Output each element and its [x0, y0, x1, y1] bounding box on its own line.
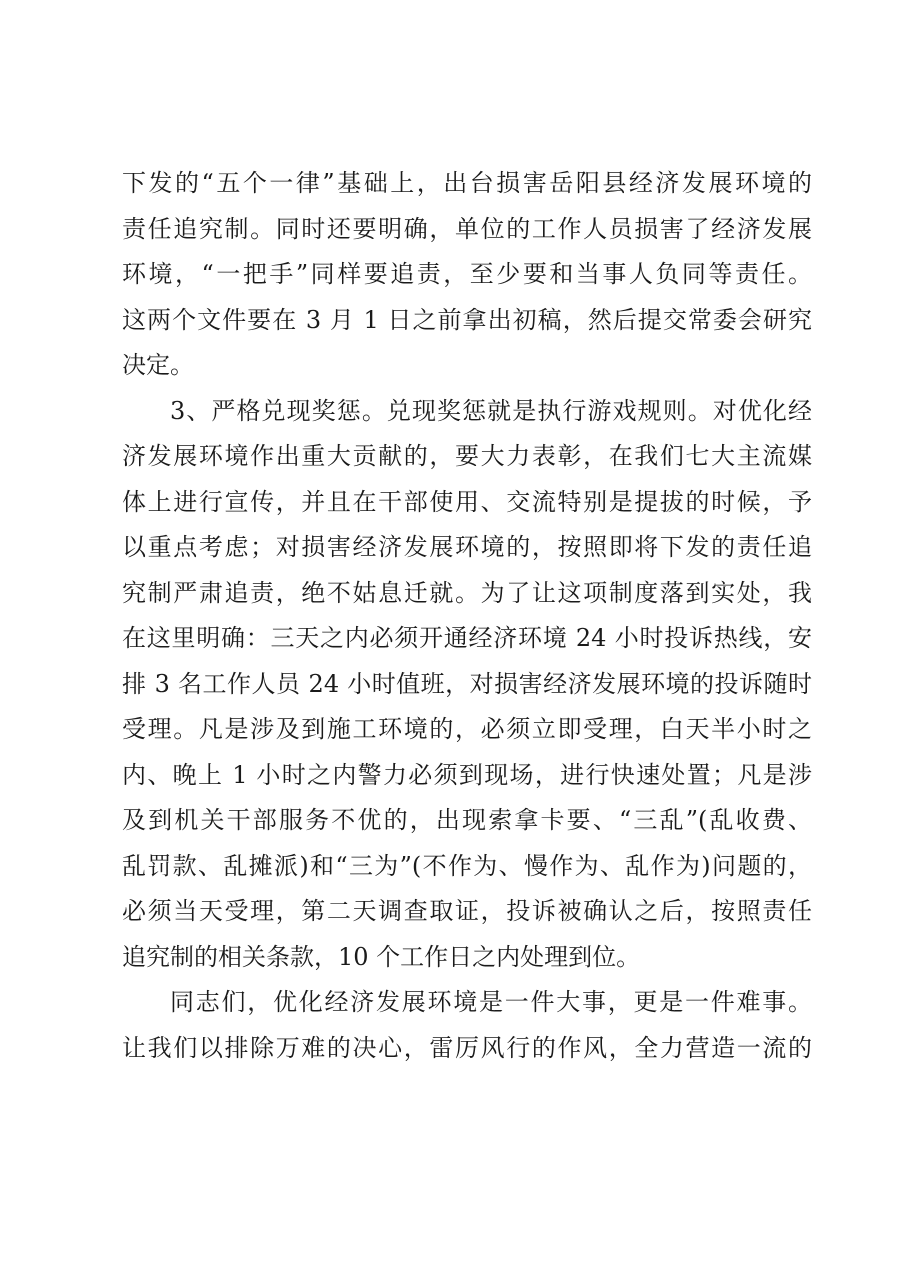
- text-line: 排 3 名工作人员 24 小时值班，对损害经济发展环境的投诉随时: [122, 669, 812, 698]
- text-line: 受理。凡是涉及到施工环境的，必须立即受理，白天半小时之: [122, 715, 812, 743]
- text-line: 这两个文件要在 3 月 1 日之前拿出初稿，然后提交常委会研究: [122, 305, 812, 334]
- document-body: [122, 161, 812, 1071]
- text-line: 责任追究制。同时还要明确，单位的工作人员损害了经济发展: [122, 214, 812, 243]
- text-line: 环境，“一把手”同样要追责，至少要和当事人负同等责任。: [122, 260, 812, 288]
- paragraph-1: [122, 161, 812, 389]
- text-line: 内、晚上 1 小时之内警力必须到现场，进行快速处置；凡是涉: [122, 760, 812, 789]
- text-line: 3、严格兑现奖惩。兑现奖惩就是执行游戏规则。对优化经: [170, 396, 812, 425]
- text-line: 必须当天受理，第二天调查取证，投诉被确认之后，按照责任: [122, 897, 812, 925]
- text-line: 究制严肃追责，绝不姑息迁就。为了让这项制度落到实处，我: [122, 578, 812, 607]
- text-line: 及到机关干部服务不优的，出现索拿卡要、“三乱”(乱收费、: [122, 806, 812, 834]
- paragraph-2: [122, 389, 812, 981]
- text-line: 在这里明确：三天之内必须开通经济环境 24 小时投诉热线，安: [122, 624, 812, 652]
- text-line: 乱罚款、乱摊派)和“三为”(不作为、慢作为、乱作为)问题的，: [122, 851, 812, 880]
- paragraph-3: [122, 980, 812, 1071]
- text-line: 同志们，优化经济发展环境是一件大事，更是一件难事。: [170, 988, 812, 1016]
- text-line: 下发的“五个一律”基础上，出台损害岳阳县经济发展环境的: [122, 169, 812, 197]
- text-line: 体上进行宣传，并且在干部使用、交流特别是提拔的时候，予: [122, 487, 812, 516]
- text-line: 以重点考虑；对损害经济发展环境的，按照即将下发的责任追: [122, 533, 812, 561]
- text-line: 追究制的相关条款，10 个工作日之内处理到位。: [122, 942, 641, 971]
- text-line: 决定。: [122, 351, 194, 379]
- text-line: 济发展环境作出重大贡献的，要大力表彰，在我们七大主流媒: [122, 442, 812, 470]
- text-line: 让我们以排除万难的决心，雷厉风行的作风，全力营造一流的: [122, 1033, 812, 1062]
